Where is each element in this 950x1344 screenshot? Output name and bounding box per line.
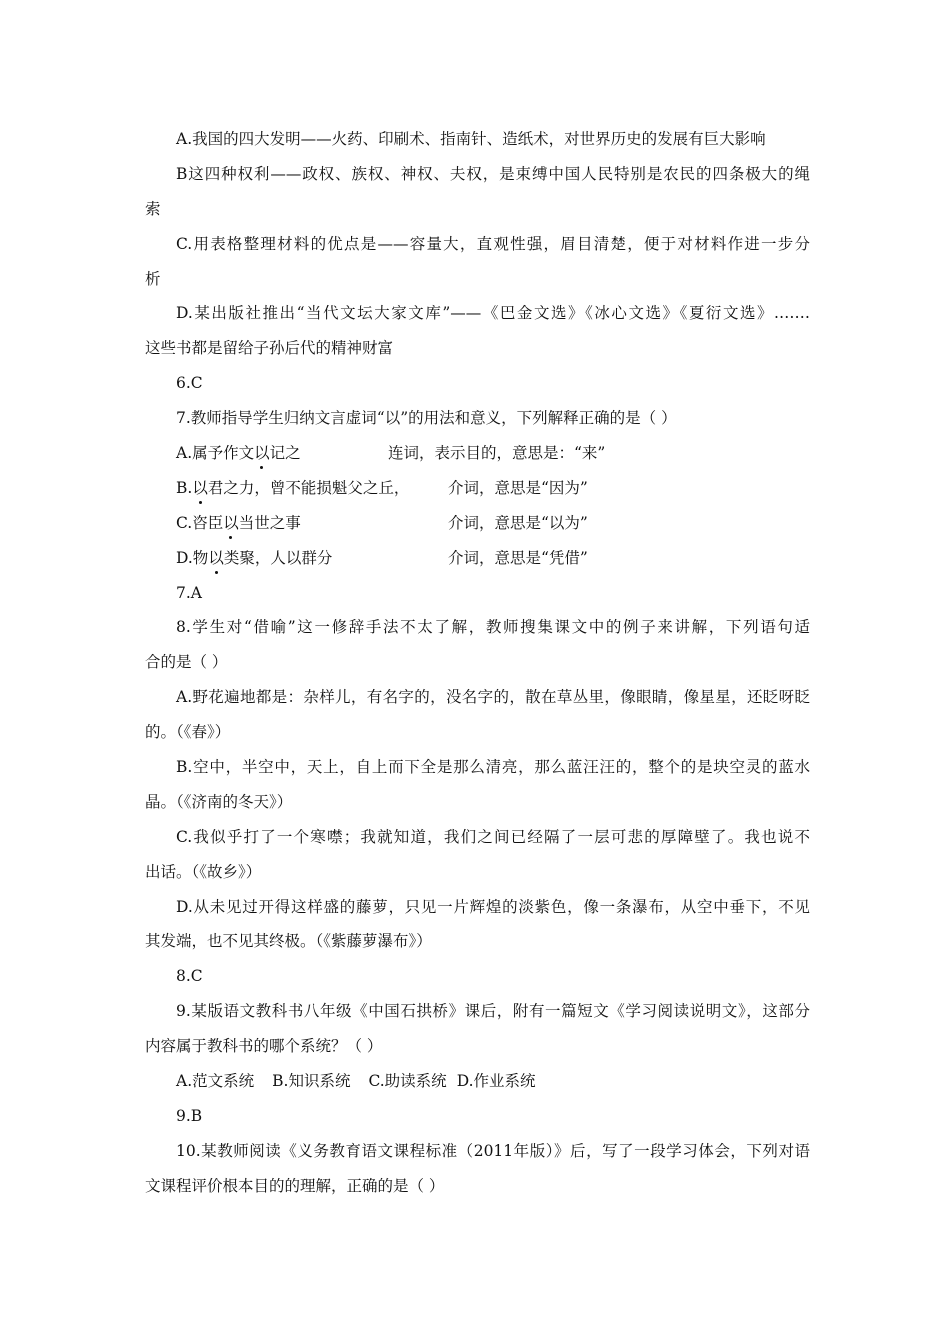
emphasis-dot: 以 bbox=[192, 471, 208, 506]
q7-option-b-explanation: 介词，意思是“因为” bbox=[448, 478, 588, 497]
q5-option-c-line1: C.用表格整理材料的优点是——容量大，直观性强，眉目清楚，便于对材料作进一步分 bbox=[176, 234, 810, 253]
answer-7: 7.A bbox=[176, 583, 202, 602]
q5-option-b-line2: 索 bbox=[145, 199, 161, 218]
q8-stem-line2: 合的是（ ） bbox=[145, 653, 228, 672]
q9-stem-line2: 内容属于教科书的哪个系统？（ ） bbox=[145, 1037, 383, 1056]
q7-option-a-explanation: 连词，表示目的，意思是：“来” bbox=[388, 444, 606, 463]
q10-stem-line2: 文课程评价根本目的的理解，正确的是（ ） bbox=[145, 1176, 445, 1195]
q8-option-c-line2: 出话。（《故乡》） bbox=[145, 862, 262, 881]
q5-option-c-line2: 析 bbox=[145, 269, 161, 288]
q7-option-d-explanation: 介词，意思是“凭借” bbox=[448, 548, 588, 567]
emphasis-dot: 以 bbox=[208, 541, 224, 576]
q8-stem-line1: 8.学生对“借喻”这一修辞手法不太了解，教师搜集课文中的例子来讲解，下列语句适 bbox=[176, 618, 810, 637]
q5-option-b-line1: B这四种权利——政权、族权、神权、夫权，是束缚中国人民特别是农民的四条极大的绳 bbox=[176, 164, 810, 183]
answer-8: 8.C bbox=[176, 967, 203, 986]
q5-option-d-line1: D.某出版社推出“当代文坛大家文库”——《巴金文选》《冰心文选》《夏衍文选》.…… bbox=[176, 304, 810, 323]
q8-option-a-line2: 的。（《春》） bbox=[145, 723, 231, 742]
emphasis-dot: 以 bbox=[254, 436, 270, 471]
q7-option-c bbox=[145, 506, 810, 541]
q9-stem-line1: 9.某版语文教科书八年级《中国石拱桥》课后，附有一篇短文《学习阅读说明文》，这部分 bbox=[176, 1002, 810, 1021]
q7-option-d bbox=[145, 541, 810, 576]
q5-option-a: A.我国的四大发明——火药、印刷术、指南针、造纸术，对世界历史的发展有巨大影响 bbox=[176, 130, 766, 148]
q8-option-d-line2: 其发端，也不见其终极。（《紫藤萝瀑布》） bbox=[145, 932, 432, 951]
q8-option-a-line1: A.野花遍地都是：杂样儿，有名字的，没名字的，散在草丛里，像眼睛，像星星，还眨呀眨 bbox=[176, 688, 810, 707]
q9-options bbox=[145, 1064, 810, 1099]
q5-option-d-line2: 这些书都是留给子孙后代的精神财富 bbox=[145, 339, 394, 358]
q7-option-c-sentence: C.咨臣以当世之事 bbox=[176, 506, 448, 541]
q9-option-c: C.助读系统 bbox=[368, 1072, 447, 1091]
q8-option-b-line2: 晶。（《济南的冬天》） bbox=[145, 792, 293, 811]
q7-option-a bbox=[145, 436, 810, 471]
q7-option-b bbox=[145, 471, 810, 506]
emphasis-dot: 以 bbox=[223, 506, 239, 541]
q7-option-a-sentence: A.属予作文以记之 bbox=[176, 436, 388, 471]
q8-option-c-line1: C.我似乎打了一个寒噤；我就知道，我们之间已经隔了一层可悲的厚障壁了。我也说不 bbox=[176, 827, 810, 846]
q10-stem-line1: 10.某教师阅读《义务教育语文课程标准（2011年版）》后，写了一段学习体会，下列对语 bbox=[176, 1141, 810, 1160]
q7-option-d-sentence: D.物以类聚，人以群分 bbox=[176, 541, 448, 576]
q7-option-c-explanation: 介词，意思是“以为” bbox=[448, 513, 588, 532]
answer-9: 9.B bbox=[176, 1106, 203, 1125]
q7-stem: 7.教师指导学生归纳文言虚词“以”的用法和意义，下列解释正确的是（ ） bbox=[176, 409, 677, 428]
answer-6: 6.C bbox=[176, 374, 203, 393]
document-page bbox=[145, 122, 810, 1204]
q9-option-b: B.知识系统 bbox=[272, 1072, 351, 1091]
q9-option-d: D.作业系统 bbox=[456, 1072, 536, 1091]
q8-option-d-line1: D.从未见过开得这样盛的藤萝，只见一片辉煌的淡紫色，像一条瀑布，从空中垂下，不见 bbox=[176, 897, 810, 916]
q7-option-b-sentence: B.以君之力，曾不能损魁父之丘， bbox=[176, 471, 448, 506]
q9-option-a: A.范文系统 bbox=[176, 1072, 255, 1091]
q8-option-b-line1: B.空中，半空中，天上，自上而下全是那么清亮，那么蓝汪汪的，整个的是块空灵的蓝水 bbox=[176, 758, 810, 777]
